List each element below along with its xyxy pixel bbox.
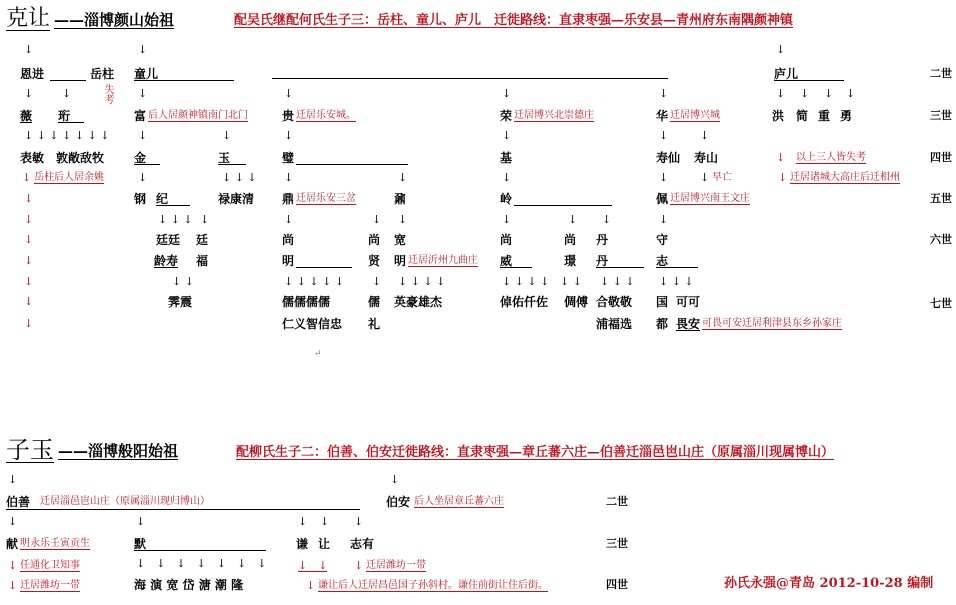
- person-nai: 鼐: [394, 192, 407, 206]
- note-early-death: 早亡: [712, 172, 732, 183]
- person-dunchang: 敦敞敌牧: [56, 151, 105, 165]
- gen-label-2: 二世: [606, 495, 628, 508]
- arrow-down-icon: ↓: [602, 213, 612, 226]
- arrow-down-icon: ↓ ↓ ↓: [222, 171, 257, 184]
- arrow-down-icon: ↓: [320, 515, 330, 528]
- person-biaomin: 表敏: [20, 151, 45, 165]
- arrow-down-icon: ↓: [659, 129, 669, 142]
- arrow-down-icon: ↓: [24, 233, 34, 246]
- person-boan: 伯安: [386, 495, 411, 509]
- arrow-down-icon: ↓: [24, 43, 34, 56]
- person-ji: 基: [500, 151, 513, 165]
- arrow-down-icon: ↓: [284, 129, 294, 142]
- person-zhi: 志: [656, 255, 698, 268]
- gen-label-3: 三世: [930, 109, 952, 122]
- person-mo: 默: [134, 537, 147, 551]
- note-boshan: 迁居淄邑岜山庄（原属淄川现归博山）: [40, 496, 210, 507]
- person-jian: 简: [796, 109, 809, 123]
- note-ming: 迁居沂州九曲庄: [408, 255, 478, 266]
- arrow-down-icon: ↓: [372, 213, 382, 226]
- note-three-lost: 以上三人皆失考: [796, 152, 866, 163]
- person-gang: 钢: [134, 192, 147, 206]
- arrow-down-icon: ↓ ↓ ↓ ↓ ↓: [284, 275, 345, 288]
- arrow-down-icon: ↓: [8, 473, 18, 486]
- person-renyi: 仁义智信忠: [282, 317, 343, 331]
- arrow-down-icon: ↓: [390, 473, 400, 486]
- person-pufu: 浦福选: [596, 317, 633, 331]
- arrow-down-icon: ↓: [659, 213, 669, 226]
- person-pei: 佩: [656, 192, 669, 206]
- arrow-down-icon: ↓: [24, 254, 34, 267]
- note-tonghua: 任通化卫知事: [20, 560, 80, 571]
- note-rong: 迁居博兴北崇德庄: [514, 110, 594, 121]
- credit: 孙氏永强@青岛 2012-10-28 编制: [724, 576, 934, 591]
- divider: [296, 267, 352, 268]
- note-ding: 迁居乐安三岔: [296, 193, 356, 204]
- arrow-down-icon: ↓: [138, 43, 148, 56]
- arrow-down-icon: ↓: [24, 192, 34, 205]
- section2-ancestor: 子玉: [6, 436, 54, 464]
- note-fu: 后人居颜神镇南门北门: [148, 110, 248, 121]
- divider: [134, 550, 266, 551]
- person-fu: 富: [134, 109, 147, 123]
- arrow-down-icon: ↓: [846, 87, 856, 100]
- person-yu: 玉: [218, 152, 246, 165]
- arrow-down-icon: ↓: [200, 213, 210, 226]
- person-shou: 守: [656, 233, 669, 247]
- arrow-down-icon: ↓: [354, 559, 364, 572]
- person-tifu: 倜傅: [564, 295, 589, 309]
- arrow-down-icon: ↓: [502, 213, 512, 226]
- arrow-down-icon: ↓: [138, 171, 148, 184]
- note-hua: 迁居博兴城: [670, 110, 720, 121]
- person-ru-group: 儒儒儒儒: [282, 295, 331, 309]
- divider: [50, 80, 86, 81]
- arrow-down-icon: ↓: [24, 213, 34, 226]
- arrow-down-icon: ↓ ↓ ↓ ↓ ↓ ↓ ↓: [24, 129, 110, 142]
- arrow-down-icon: ↓: [398, 213, 408, 226]
- person-ting: 廷: [196, 233, 209, 247]
- divider: [6, 509, 360, 510]
- person-boshan: 伯善: [6, 495, 31, 509]
- gen-label-5: 五世: [930, 192, 952, 205]
- section1-ancestor-place: ——淄博颜山始祖: [54, 11, 175, 29]
- arrow-down-icon: ↓ ↓ ↓: [600, 275, 635, 288]
- arrow-down-icon: ↓: [502, 129, 512, 142]
- arrow-down-icon: ↓: [778, 171, 788, 184]
- person-heng: 珩: [58, 110, 84, 123]
- note-weian: 可畏可安迁居利津县东乡孙家庄: [702, 318, 842, 329]
- person-jijia: 纪: [156, 193, 190, 206]
- gen-label-3: 三世: [606, 537, 628, 550]
- arrow-down-icon: ↓: [502, 87, 512, 100]
- arrow-down-icon: ↓ ↓: [172, 275, 194, 288]
- person-yinghao: 英豪雄杰: [394, 295, 443, 309]
- note-zhucheng: 迁居诸城大高庄后迁相州: [790, 172, 900, 183]
- gen-label-2: 二世: [930, 67, 952, 80]
- person-du: 都: [656, 317, 669, 331]
- arrow-down-icon: ↓: [136, 515, 146, 528]
- note-xian2: 明永乐壬寅贡生: [20, 538, 90, 549]
- person-ling: 岭: [500, 192, 513, 206]
- note-weifang-1: 迁居潍坊一带: [366, 560, 426, 571]
- arrow-down-icon: ↓: [24, 317, 34, 330]
- section2-note: 配柳氏生子二：伯善、伯安迁徙路线：直隶枣强—章丘蕃六庄—伯善迁淄邑岜山庄（原属淄川现属博山）: [236, 445, 835, 460]
- person-bi: 璧: [282, 151, 295, 165]
- gen-label-7: 七世: [930, 297, 952, 310]
- person-dan-1: 丹: [596, 233, 609, 247]
- person-lukangqing: 禄康清: [218, 192, 255, 206]
- arrow-down-icon: ↓ ↓ ↓ ↓: [502, 275, 550, 288]
- person-dan-2: 丹: [596, 255, 644, 268]
- person-shang-4: 尚: [564, 233, 577, 247]
- return-mark-icon: ↵: [314, 349, 322, 359]
- person-rong: 荣: [500, 109, 513, 123]
- arrow-down-icon: ↓: [398, 171, 408, 184]
- divider: [514, 205, 612, 206]
- arrow-down-icon: ↓: [138, 87, 148, 100]
- person-jing: 璟: [564, 254, 577, 268]
- person-zhuoyou: 倬佑仟佐: [500, 295, 549, 309]
- note-pei: 迁居博兴南王文庄: [670, 193, 750, 204]
- arrow-down-icon: ↓: [222, 129, 232, 142]
- person-shouxian: 寿仙: [656, 151, 681, 165]
- arrow-down-icon: ↓: [700, 129, 710, 142]
- note-weifang-2: 迁居潍坊一带: [20, 580, 80, 591]
- arrow-down-icon: ↓ ↓ ↓: [158, 213, 193, 226]
- person-weian: 畏安: [676, 317, 701, 331]
- person-hejing: 合敬敬: [596, 295, 633, 309]
- person-li: 礼: [368, 317, 381, 331]
- person-tonger: 童儿: [134, 67, 159, 81]
- arrow-down-icon: ↓ ↓ ↓: [659, 275, 694, 288]
- person-kuan: 宽: [394, 233, 407, 247]
- person-ming-1: 明: [282, 254, 295, 268]
- arrow-down-icon: ↓: [138, 129, 148, 142]
- note-yuezhu-yuyao: 岳柱后人居余姚: [34, 172, 104, 183]
- person-lingshou: 龄寿: [154, 254, 179, 268]
- arrow-down-icon: ↓: [372, 275, 382, 288]
- arrow-down-icon: ↓: [284, 213, 294, 226]
- divider: [272, 78, 668, 79]
- person-hong: 洪: [772, 109, 785, 123]
- arrow-down-icon: ↓: [776, 151, 786, 164]
- arrow-down-icon: ↓ ↓ ↓ ↓ ↓ ↓ ↓: [136, 557, 267, 570]
- divider: [774, 80, 844, 81]
- note-yuezhu: 失考: [102, 84, 113, 104]
- arrow-down-icon: ↓: [659, 171, 669, 184]
- arrow-down-icon: ↓: [776, 43, 786, 56]
- person-zhong: 重: [818, 109, 831, 123]
- arrow-down-icon: ↓: [298, 515, 308, 528]
- person-yuezhu: 岳柱: [90, 67, 115, 81]
- person-ding: 鼎: [282, 192, 295, 206]
- arrow-down-icon: ↓: [284, 87, 294, 100]
- person-jin: 金: [134, 152, 160, 165]
- arrow-down-icon: ↓ ↓ ↓ ↓: [398, 275, 446, 288]
- arrow-down-icon: ↓: [776, 87, 786, 100]
- person-hua: 华: [656, 109, 669, 123]
- person-ming-2: 明: [394, 254, 407, 268]
- section2-ancestor-place: ——淄博般阳始祖: [58, 442, 179, 460]
- person-xian2: 献: [6, 537, 19, 551]
- person-shoushan: 寿山: [694, 151, 719, 165]
- arrow-down-icon: ↓: [24, 295, 34, 308]
- person-hai-group: 海 演 宽 岱 溏 潮 隆: [134, 578, 244, 592]
- arrow-down-icon: ↓: [824, 87, 834, 100]
- divider: [134, 80, 234, 81]
- section1-note: 配吴氏继配何氏生子三：岳柱、童儿、庐儿 迁徙路线：直隶枣强—乐安县—青州府东南隅颜神镇: [234, 13, 794, 28]
- person-guo: 国: [656, 295, 669, 309]
- arrow-down-icon: ↓: [62, 87, 72, 100]
- note-boan: 后人坐居章丘蕃六庄: [414, 496, 504, 507]
- person-xian: 贤: [368, 254, 381, 268]
- person-jizhen: 霁震: [168, 295, 193, 309]
- arrow-down-icon: ↓: [354, 515, 364, 528]
- person-shang-1: 尚: [282, 233, 295, 247]
- arrow-down-icon: ↓: [8, 515, 18, 528]
- person-shang-3: 尚: [500, 233, 513, 247]
- note-gui: 迁居乐安城。: [296, 110, 356, 121]
- person-wei2: 威: [500, 255, 532, 268]
- arrow-down-icon: ↓: [24, 87, 34, 100]
- arrow-down-icon: ↓: [284, 171, 294, 184]
- person-qian: 谦: [296, 537, 309, 551]
- arrow-down-icon: ↓ ↓: [560, 275, 582, 288]
- person-tingting: 廷廷: [156, 233, 181, 247]
- person-enjin: 恩进: [20, 67, 45, 81]
- person-shang-2: 尚: [368, 233, 381, 247]
- arrow-down-icon: ↓: [659, 87, 669, 100]
- person-gui: 贵: [282, 109, 295, 123]
- arrow-down-icon: ↓: [24, 275, 34, 288]
- arrow-down-icon: ↓ ↓: [298, 559, 328, 572]
- person-luer: 庐儿: [774, 67, 799, 81]
- arrow-down-icon: ↓: [568, 213, 578, 226]
- arrow-down-icon: ↓: [8, 579, 18, 592]
- person-zhiyou: 志有: [350, 537, 375, 551]
- person-keke: 可可: [676, 295, 701, 309]
- arrow-down-icon: ↓: [800, 87, 810, 100]
- person-fu2: 福: [196, 254, 209, 268]
- gen-label-4: 四世: [606, 578, 628, 591]
- divider: [296, 164, 408, 165]
- person-rang: 让: [318, 537, 331, 551]
- person-yong: 勇: [840, 109, 853, 123]
- gen-label-6: 六世: [930, 233, 952, 246]
- arrow-down-icon: ↓: [502, 171, 512, 184]
- person-wei: 薇: [20, 109, 33, 123]
- arrow-down-icon: ↓: [306, 579, 316, 592]
- arrow-down-icon: ↓: [22, 171, 32, 184]
- person-ru: 儒: [368, 295, 381, 309]
- arrow-down-icon: ↓: [8, 559, 18, 572]
- gen-label-4: 四世: [930, 151, 952, 164]
- note-changyi: 谦让后人迁居昌邑国子孙斜村。谦住前街让住后街。: [318, 580, 548, 591]
- arrow-down-icon: ↓: [700, 171, 710, 184]
- section1-ancestor: 克让: [6, 6, 51, 31]
